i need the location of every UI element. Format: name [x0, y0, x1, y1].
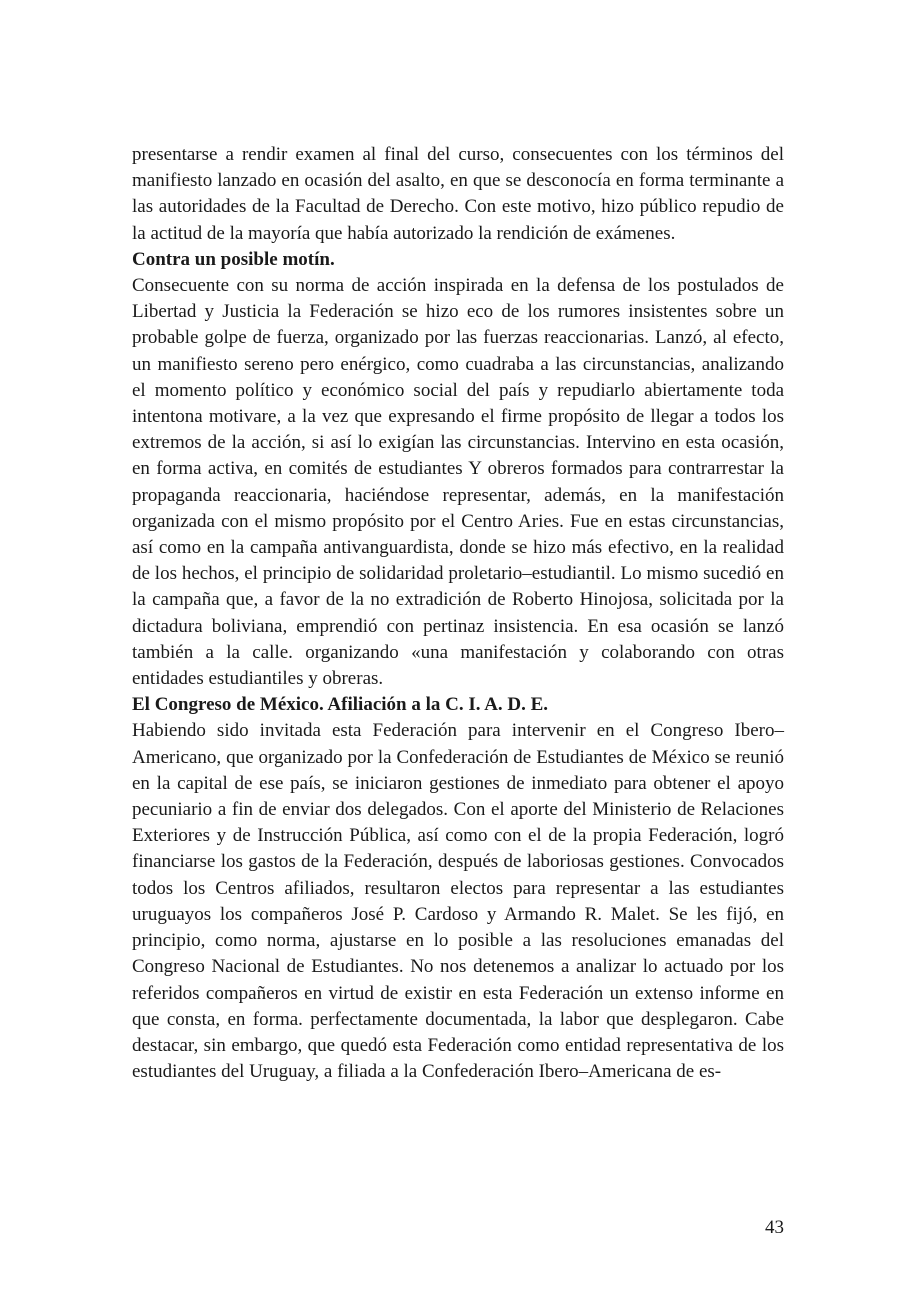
- section-heading-congreso: El Congreso de México. Afiliación a la C. I. A. D. E.: [132, 694, 549, 716]
- paragraph-motin: Consecuente con su norma de acción inspirada en la defensa de los postulados de Libertad y Justicia la Federación se hizo eco de los rumores insistentes sobre un probable golpe de fuerza, organizado por las fuerzas reaccionarias. Lanzó, al efecto, un manifiesto sereno pero enérgico, como cuadraba a las circunstancias, analizando el momento político y económico social del país y repudiarlo abiertamente toda intentona motivare, a la vez que expresando el firme propósito de llegar a todos los extremos de la acción, si así lo exigían las circunstancias. Intervino en esta ocasión, en forma activa, en comités de estudiantes Y obreros formados para contrarrestar la propaganda reaccionaria, haciéndose representar, además, en la manifestación organizada con el mismo propósito por el Centro Aries. Fue en estas circunstancias, así como en la campaña antivanguardista, donde se hizo más efectivo, en la realidad de los hechos, el principio de solidaridad proletario–estudiantil. Lo mismo sucedió en la campaña que, a favor de la no extradición de Roberto Hinojosa, solicitada por la dictadura boliviana, emprendió con pertinaz insistencia. En esa ocasión se lanzó también a la calle. organizando «una manifestación y colaborando con otras entidades estudiantiles y obreras.: [132, 275, 784, 690]
- section-heading-motin: Contra un posible motín.: [132, 248, 335, 270]
- page-body: [132, 142, 784, 1085]
- paragraph-congreso: Habiendo sido invitada esta Federación para intervenir en el Congreso Ibero– Americano, que organizado por la Confederación de Estudiantes de México se reunió en la capital de ese país, se iniciaron gestiones de inmediato para obtener el apoyo pecuniario a fin de enviar dos delegados. Con el aporte del Ministerio de Relaciones Exteriores y de Instrucción Pública, así como con el de la propia Federación, logró financiarse los gastos de la Federación, después de laboriosas gestiones. Convocados todos los Centros afiliados, resultaron electos para representar a las estudiantes uruguayos los compañeros José P. Cardoso y Armando R. Malet. Se les fijó, en principio, como norma, ajustarse en lo posible a las resoluciones emanadas del Congreso Nacional de Estudiantes. No nos detenemos a analizar lo actuado por los referidos compañeros en virtud de existir en esta Federación un extenso informe en que consta, en forma. perfectamente documentada, la labor que desplegaron. Cabe destacar, sin embargo, que quedó esta Federación como entidad representativa de los estudiantes del Uruguay, a filiada a la Confederación Ibero–Americana de es-: [132, 720, 784, 1083]
- page-number: 43: [765, 1217, 784, 1238]
- paragraph-examenes: presentarse a rendir examen al final del curso, consecuentes con los términos del manifiesto lanzado en ocasión del asalto, en que se desconocía en forma terminante a las autoridades de la Facultad de Derecho. Con este motivo, hizo público repudio de la actitud de la mayoría que había autorizado la rendición de exámenes.: [132, 144, 784, 244]
